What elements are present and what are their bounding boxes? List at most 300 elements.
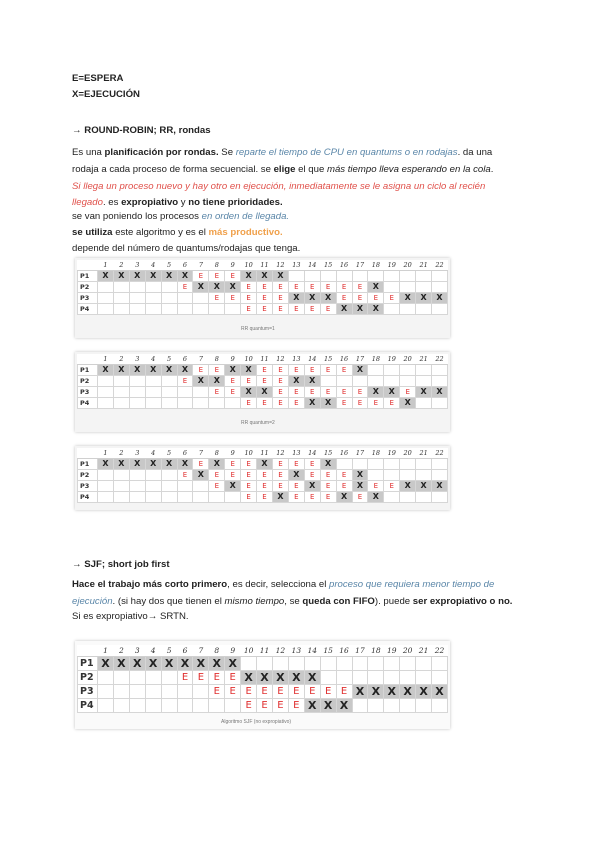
- empty-cell: [145, 386, 161, 397]
- empty-cell: [400, 364, 416, 375]
- wait-cell: E: [177, 281, 193, 292]
- time-header: 4: [145, 354, 161, 364]
- empty-cell: [145, 480, 161, 491]
- empty-cell: [304, 270, 320, 281]
- empty-cell: [352, 698, 368, 712]
- process-row: [78, 698, 448, 712]
- time-header: 19: [384, 260, 400, 270]
- wait-cell: E: [272, 375, 288, 386]
- time-header: 12: [272, 354, 288, 364]
- empty-cell: [193, 684, 209, 698]
- empty-cell: [177, 303, 193, 314]
- wait-cell: E: [225, 386, 241, 397]
- time-header: 19: [384, 448, 400, 458]
- empty-cell: [98, 303, 114, 314]
- empty-cell: [209, 491, 225, 502]
- text: .: [490, 164, 494, 175]
- empty-cell: [98, 386, 114, 397]
- process-row: [78, 458, 448, 469]
- time-header: 17: [352, 645, 368, 656]
- empty-cell: [161, 386, 177, 397]
- process-row: [78, 670, 448, 684]
- wait-cell: E: [209, 270, 225, 281]
- empty-cell: [193, 397, 209, 408]
- execution-cell: X: [432, 480, 448, 491]
- wait-cell: E: [320, 491, 336, 502]
- execution-cell: X: [432, 292, 448, 303]
- empty-cell: [177, 397, 193, 408]
- execution-cell: X: [257, 270, 273, 281]
- empty-cell: [400, 375, 416, 386]
- execution-cell: X: [193, 656, 209, 670]
- execution-cell: X: [257, 458, 273, 469]
- text: , se: [284, 596, 303, 607]
- empty-cell: [193, 480, 209, 491]
- empty-cell: [384, 670, 400, 684]
- execution-cell: X: [161, 656, 177, 670]
- sjf-table: [77, 645, 448, 713]
- process-label: P3: [78, 684, 98, 698]
- time-header: 20: [400, 260, 416, 270]
- empty-cell: [352, 656, 368, 670]
- execution-cell: X: [304, 292, 320, 303]
- execution-cell: X: [288, 292, 304, 303]
- empty-cell: [416, 491, 432, 502]
- time-header: 20: [400, 448, 416, 458]
- time-header: 13: [288, 448, 304, 458]
- wait-cell: E: [257, 303, 273, 314]
- time-header: 4: [145, 448, 161, 458]
- execution-cell: X: [352, 364, 368, 375]
- empty-cell: [368, 270, 384, 281]
- time-header: 14: [304, 260, 320, 270]
- wait-cell: E: [336, 364, 352, 375]
- empty-cell: [177, 491, 193, 502]
- wait-cell: E: [352, 397, 368, 408]
- time-header: 10: [241, 448, 257, 458]
- time-header: 6: [177, 645, 193, 656]
- empty-cell: [161, 684, 177, 698]
- time-header: 19: [384, 354, 400, 364]
- empty-cell: [368, 698, 384, 712]
- wait-cell: E: [257, 469, 273, 480]
- rr-paragraph-4: [72, 196, 283, 209]
- text-bold: queda con FIFO: [302, 596, 375, 607]
- wait-cell: E: [241, 491, 257, 502]
- empty-cell: [320, 375, 336, 386]
- execution-cell: X: [384, 684, 400, 698]
- execution-cell: X: [320, 698, 336, 712]
- empty-cell: [432, 270, 448, 281]
- wait-cell: E: [193, 458, 209, 469]
- time-header: 2: [113, 645, 129, 656]
- execution-cell: X: [145, 458, 161, 469]
- empty-cell: [193, 303, 209, 314]
- wait-cell: E: [384, 292, 400, 303]
- empty-cell: [336, 270, 352, 281]
- empty-cell: [129, 684, 145, 698]
- text-orange: más productivo.: [208, 227, 283, 238]
- process-row: [78, 270, 448, 281]
- time-header: 15: [320, 260, 336, 270]
- empty-cell: [336, 670, 352, 684]
- empty-cell: [145, 303, 161, 314]
- empty-cell: [145, 684, 161, 698]
- wait-cell: E: [320, 281, 336, 292]
- time-header: 9: [225, 260, 241, 270]
- wait-cell: E: [209, 386, 225, 397]
- empty-cell: [129, 491, 145, 502]
- execution-cell: X: [400, 397, 416, 408]
- time-header: 4: [145, 645, 161, 656]
- wait-cell: E: [225, 469, 241, 480]
- wait-cell: E: [241, 698, 257, 712]
- empty-cell: [145, 670, 161, 684]
- execution-cell: X: [336, 491, 352, 502]
- empty-cell: [304, 656, 320, 670]
- time-header: 3: [129, 354, 145, 364]
- empty-cell: [432, 364, 448, 375]
- text: . es: [102, 197, 122, 208]
- execution-cell: X: [241, 364, 257, 375]
- empty-cell: [432, 698, 448, 712]
- wait-cell: E: [257, 480, 273, 491]
- execution-cell: X: [368, 491, 384, 502]
- rr-third-table: [77, 448, 448, 503]
- empty-cell: [129, 281, 145, 292]
- execution-cell: X: [272, 670, 288, 684]
- time-header: 6: [177, 448, 193, 458]
- wait-cell: E: [288, 480, 304, 491]
- empty-cell: [113, 491, 129, 502]
- time-header: 17: [352, 354, 368, 364]
- empty-cell: [129, 375, 145, 386]
- process-row: [78, 480, 448, 491]
- empty-cell: [416, 364, 432, 375]
- time-header: 6: [177, 354, 193, 364]
- empty-cell: [272, 656, 288, 670]
- time-header: 3: [129, 448, 145, 458]
- empty-cell: [113, 386, 129, 397]
- empty-cell: [400, 303, 416, 314]
- empty-cell: [400, 698, 416, 712]
- text-highlight: ejecución: [72, 596, 113, 607]
- text: . da una: [457, 147, 493, 158]
- text: , es decir, selecciona el: [227, 579, 330, 590]
- time-header: 21: [416, 354, 432, 364]
- execution-cell: X: [209, 375, 225, 386]
- empty-cell: [336, 656, 352, 670]
- execution-cell: X: [288, 375, 304, 386]
- execution-cell: X: [225, 364, 241, 375]
- time-header: 12: [272, 645, 288, 656]
- execution-cell: X: [288, 670, 304, 684]
- execution-cell: X: [368, 281, 384, 292]
- rr-quantum-1-figure: [75, 258, 450, 338]
- empty-cell: [129, 292, 145, 303]
- empty-cell: [384, 698, 400, 712]
- process-label: P2: [78, 469, 98, 480]
- empty-cell: [113, 375, 129, 386]
- header-corner: [78, 645, 98, 656]
- time-header: 22: [432, 645, 448, 656]
- wait-cell: E: [241, 397, 257, 408]
- text-bold: Hace el trabajo más corto primero: [72, 579, 228, 590]
- empty-cell: [98, 397, 114, 408]
- time-header: 21: [416, 260, 432, 270]
- execution-cell: X: [352, 684, 368, 698]
- empty-cell: [129, 670, 145, 684]
- time-header: 18: [368, 448, 384, 458]
- wait-cell: E: [257, 292, 273, 303]
- empty-cell: [129, 397, 145, 408]
- empty-cell: [161, 469, 177, 480]
- execution-cell: X: [432, 386, 448, 397]
- time-header: 22: [432, 448, 448, 458]
- time-header: 9: [225, 354, 241, 364]
- time-header: 9: [225, 448, 241, 458]
- execution-cell: X: [336, 303, 352, 314]
- time-header: 12: [272, 448, 288, 458]
- execution-cell: X: [432, 684, 448, 698]
- empty-cell: [384, 491, 400, 502]
- time-header: 3: [129, 645, 145, 656]
- empty-cell: [320, 656, 336, 670]
- time-header: 12: [272, 260, 288, 270]
- wait-cell: E: [304, 386, 320, 397]
- empty-cell: [432, 656, 448, 670]
- text: se van poniendo los procesos: [72, 211, 202, 222]
- execution-cell: X: [177, 364, 193, 375]
- empty-cell: [384, 303, 400, 314]
- wait-cell: E: [209, 292, 225, 303]
- execution-cell: X: [368, 386, 384, 397]
- wait-cell: E: [272, 303, 288, 314]
- empty-cell: [113, 292, 129, 303]
- time-header: 18: [368, 260, 384, 270]
- wait-cell: E: [384, 397, 400, 408]
- time-header: 11: [257, 645, 273, 656]
- sjf-paragraph-1: [72, 578, 494, 591]
- wait-cell: E: [225, 458, 241, 469]
- execution-cell: X: [400, 480, 416, 491]
- empty-cell: [113, 397, 129, 408]
- empty-cell: [320, 670, 336, 684]
- empty-cell: [129, 386, 145, 397]
- time-header: 20: [400, 645, 416, 656]
- wait-cell: E: [288, 386, 304, 397]
- time-header: 5: [161, 645, 177, 656]
- rr-third-figure: [75, 446, 450, 510]
- rr-quantum-2-figure: [75, 352, 450, 432]
- process-label: P3: [78, 292, 98, 303]
- empty-cell: [416, 397, 432, 408]
- wait-cell: E: [288, 458, 304, 469]
- empty-cell: [384, 375, 400, 386]
- text-bold: ser expropiativo o no.: [412, 596, 513, 607]
- wait-cell: E: [257, 698, 273, 712]
- time-header: 8: [209, 645, 225, 656]
- time-header: 13: [288, 260, 304, 270]
- empty-cell: [98, 292, 114, 303]
- execution-cell: X: [129, 364, 145, 375]
- time-header: 8: [209, 448, 225, 458]
- time-header: 16: [336, 645, 352, 656]
- wait-cell: E: [288, 684, 304, 698]
- empty-cell: [400, 469, 416, 480]
- wait-cell: E: [257, 491, 273, 502]
- empty-cell: [432, 670, 448, 684]
- time-header: 22: [432, 260, 448, 270]
- process-label: P1: [78, 458, 98, 469]
- wait-cell: E: [288, 281, 304, 292]
- empty-cell: [98, 670, 114, 684]
- wait-cell: E: [225, 684, 241, 698]
- process-label: P1: [78, 364, 98, 375]
- execution-cell: X: [145, 270, 161, 281]
- empty-cell: [177, 684, 193, 698]
- wait-cell: E: [193, 270, 209, 281]
- wait-cell: E: [272, 386, 288, 397]
- empty-cell: [384, 458, 400, 469]
- wait-cell: E: [288, 397, 304, 408]
- wait-cell: E: [288, 303, 304, 314]
- empty-cell: [161, 491, 177, 502]
- sjf-heading: → SJF; short job first: [72, 559, 170, 570]
- text-highlight: reparte el tiempo de CPU en quantums o en rodajas: [235, 147, 458, 158]
- execution-cell: X: [241, 386, 257, 397]
- time-header: 5: [161, 354, 177, 364]
- time-header: 1: [98, 354, 114, 364]
- execution-cell: X: [161, 270, 177, 281]
- time-header: 1: [98, 448, 114, 458]
- execution-cell: X: [416, 386, 432, 397]
- empty-cell: [161, 375, 177, 386]
- execution-cell: X: [272, 491, 288, 502]
- empty-cell: [352, 670, 368, 684]
- empty-cell: [384, 364, 400, 375]
- wait-cell: E: [336, 292, 352, 303]
- execution-cell: X: [113, 458, 129, 469]
- empty-cell: [209, 698, 225, 712]
- empty-cell: [368, 375, 384, 386]
- wait-cell: E: [225, 270, 241, 281]
- empty-cell: [98, 491, 114, 502]
- process-row: [78, 469, 448, 480]
- empty-cell: [368, 364, 384, 375]
- empty-cell: [257, 656, 273, 670]
- execution-cell: X: [416, 292, 432, 303]
- empty-cell: [400, 656, 416, 670]
- process-label: P2: [78, 281, 98, 292]
- execution-cell: X: [98, 458, 114, 469]
- empty-cell: [98, 684, 114, 698]
- wait-cell: E: [304, 684, 320, 698]
- empty-cell: [193, 698, 209, 712]
- empty-cell: [225, 303, 241, 314]
- time-header: 18: [368, 645, 384, 656]
- time-header: 16: [336, 448, 352, 458]
- execution-cell: X: [304, 480, 320, 491]
- process-label: P1: [78, 270, 98, 281]
- sjf-paragraph-2: [72, 595, 512, 608]
- empty-cell: [352, 270, 368, 281]
- figure-caption: RR quantum=1: [241, 326, 275, 332]
- execution-cell: X: [320, 292, 336, 303]
- time-header: 7: [193, 354, 209, 364]
- time-header: 5: [161, 260, 177, 270]
- empty-cell: [416, 303, 432, 314]
- execution-cell: X: [257, 386, 273, 397]
- process-row: [78, 292, 448, 303]
- wait-cell: E: [241, 375, 257, 386]
- process-label: P4: [78, 397, 98, 408]
- rr-paragraph-5: [72, 210, 289, 223]
- empty-cell: [113, 469, 129, 480]
- empty-cell: [161, 292, 177, 303]
- execution-cell: X: [209, 458, 225, 469]
- execution-cell: X: [400, 684, 416, 698]
- wait-cell: E: [336, 386, 352, 397]
- execution-cell: X: [384, 386, 400, 397]
- wait-cell: E: [209, 684, 225, 698]
- execution-cell: X: [129, 656, 145, 670]
- wait-cell: E: [241, 458, 257, 469]
- text-red: llegado: [72, 197, 103, 208]
- time-header: 17: [352, 448, 368, 458]
- wait-cell: E: [272, 364, 288, 375]
- execution-cell: X: [161, 458, 177, 469]
- time-header: 20: [400, 354, 416, 364]
- execution-cell: X: [98, 270, 114, 281]
- execution-cell: X: [129, 270, 145, 281]
- execution-cell: X: [304, 698, 320, 712]
- header-corner: [78, 260, 98, 270]
- legend-ejecucion: X=EJECUCIÓN: [72, 89, 140, 100]
- execution-cell: X: [113, 364, 129, 375]
- text: el que: [295, 164, 327, 175]
- empty-cell: [400, 281, 416, 292]
- wait-cell: E: [209, 469, 225, 480]
- empty-cell: [98, 698, 114, 712]
- wait-cell: E: [304, 491, 320, 502]
- empty-cell: [145, 397, 161, 408]
- wait-cell: E: [225, 375, 241, 386]
- wait-cell: E: [352, 491, 368, 502]
- execution-cell: X: [113, 656, 129, 670]
- empty-cell: [432, 458, 448, 469]
- execution-cell: X: [193, 281, 209, 292]
- empty-cell: [145, 491, 161, 502]
- empty-cell: [416, 375, 432, 386]
- wait-cell: E: [257, 684, 273, 698]
- figure-caption: Algoritmo SJF (no expropiativo): [221, 719, 292, 725]
- time-header: 7: [193, 260, 209, 270]
- empty-cell: [113, 684, 129, 698]
- execution-cell: X: [145, 364, 161, 375]
- sjf-figure: [75, 641, 450, 729]
- execution-cell: X: [193, 375, 209, 386]
- empty-cell: [432, 375, 448, 386]
- empty-cell: [384, 469, 400, 480]
- wait-cell: E: [241, 303, 257, 314]
- time-header: 2: [113, 260, 129, 270]
- empty-cell: [145, 469, 161, 480]
- time-header: 1: [98, 645, 114, 656]
- wait-cell: E: [241, 684, 257, 698]
- wait-cell: E: [304, 281, 320, 292]
- execution-cell: X: [416, 480, 432, 491]
